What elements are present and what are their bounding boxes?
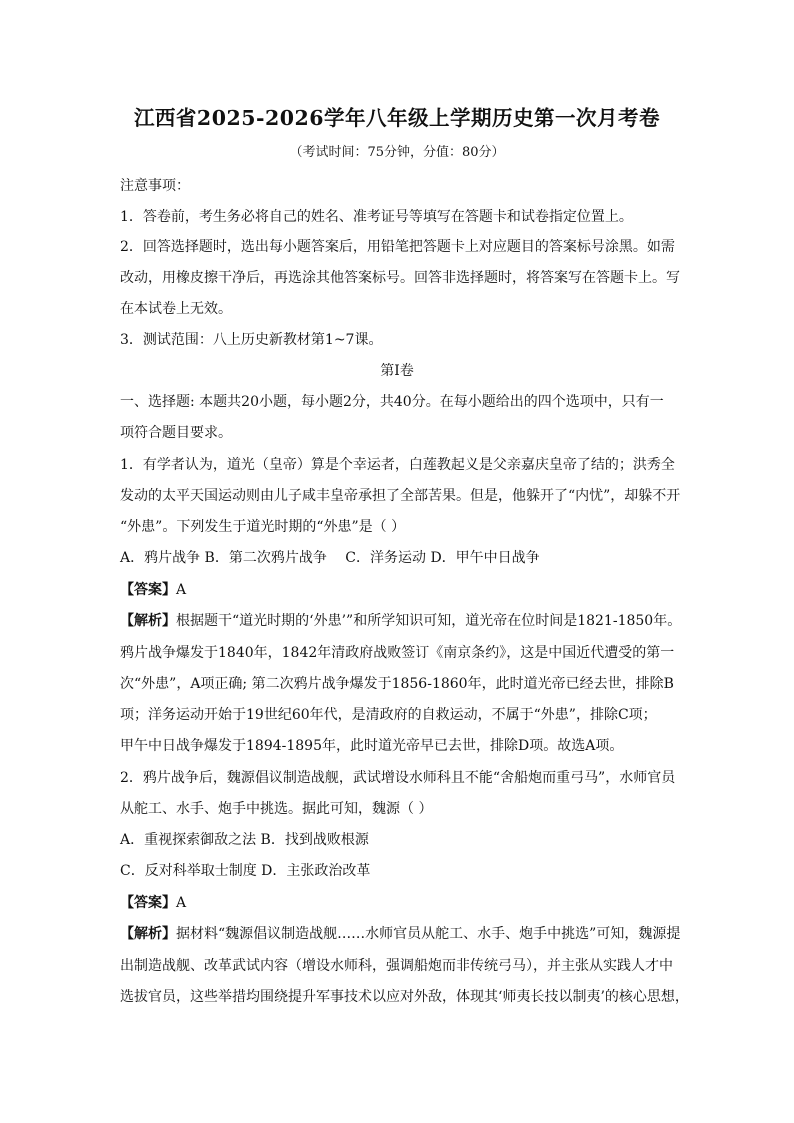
- question-1-line-2: 发动的太平天国运动则由儿子咸丰皇帝承担了全部苦果。但是，他躲开了“内忧”，却躲不开: [120, 488, 681, 504]
- notice-heading: 注意事项：: [120, 178, 190, 194]
- section-instructions-line-2: 项符合题目要求。: [120, 425, 232, 441]
- analysis-label: 【解析】: [120, 613, 176, 629]
- notice-item-2-line-2: 改动，用橡皮擦干净后，再选涂其他答案标号。回答非选择题时，将答案写在答题卡上。写: [120, 270, 680, 286]
- question-2-analysis-line-2: 出制造战舰、改革武试内容（增设水师科，强调船炮而非传统弓马），并主张从实践人才中: [120, 958, 673, 974]
- question-2-options-2: C．反对科举取士制度 D．主张政治改革: [120, 863, 371, 879]
- question-1-analysis-line-5: 甲午中日战争爆发于1894-1895年，此时道光帝早已去世，排除D项。故选A项。: [120, 738, 624, 754]
- question-2-line-2: 从舵工、水手、炮手中挑选。据此可知，魏源（ ）: [120, 801, 433, 817]
- section-instructions-line-1: 一、选择题: 本题共20小题，每小题2分，共40分。在每小题给出的四个选项中，只有一: [120, 394, 664, 410]
- analysis-label: 【解析】: [120, 926, 176, 942]
- question-1-options: A．鸦片战争 B．第二次鸦片战争 C．洋务运动 D．甲午中日战争: [120, 550, 540, 566]
- page-title: 江西省2025-2026学年八年级上学期历史第一次月考卷: [133, 106, 661, 130]
- analysis-text: 根据题干“道光时期的‘外患’”和所学知识可知，道光帝在位时间是1821-1850年。: [176, 613, 682, 629]
- notice-item-3: 3．测试范围：八上历史新教材第1~7课。: [120, 332, 383, 348]
- notice-item-1: 1．答卷前，考生务必将自己的姓名、准考证号等填写在答题卡和试卷指定位置上。: [120, 209, 633, 225]
- question-1-line-1: 1．有学者认为，道光（皇帝）算是个幸运者，白莲教起义是父亲嘉庆皇帝了结的；洪秀全: [120, 457, 675, 473]
- question-1-analysis-line-3: 次“外患”，A项正确; 第二次鸦片战争爆发于1856-1860年，此时道光帝已经去世，排除B: [120, 676, 674, 692]
- exam-info: （考试时间：75分钟，分值：80分）: [289, 145, 505, 160]
- question-1-analysis-line-4: 项；洋务运动开始于19世纪60年代，是清政府的自救运动，不属于“外患”，排除C项；: [120, 707, 657, 723]
- notice-item-2-line-3: 在本试卷上无效。: [120, 301, 232, 317]
- section-label: 第Ⅰ卷: [380, 363, 414, 379]
- question-2-options-1: A．重视探索御敌之法 B．找到战败根源: [120, 832, 369, 848]
- question-2-line-1: 2．鸦片战争后，魏源倡议制造战舰，武试增设水师科且不能“舍船炮而重弓马”，水师官员: [120, 770, 676, 786]
- question-2-analysis-line-3: 选拔官员，这些举措均围绕提升军事技术以应对外敌，体现其‘师夷长技以制夷’的核心思想，: [120, 989, 689, 1005]
- answer-label: 【答案】: [120, 895, 176, 911]
- question-1-line-3: “外患”。下列发生于道光时期的“外患”是（ ）: [120, 519, 406, 535]
- answer-value: A: [176, 895, 187, 911]
- notice-item-2-line-1: 2．回答选择题时，选出每小题答案后，用铅笔把答题卡上对应题目的答案标号涂黑。如需: [120, 239, 675, 255]
- question-2-analysis-line-1: [120, 924, 681, 944]
- answer-value: A: [176, 582, 187, 598]
- question-1-answer: [120, 580, 676, 600]
- question-1-analysis-line-1: [120, 611, 682, 631]
- question-2-answer: [120, 893, 676, 913]
- answer-label: 【答案】: [120, 582, 176, 598]
- analysis-text: 据材料“魏源倡议制造战舰……水师官员从舵工、水手、炮手中挑选”可知，魏源提: [176, 926, 681, 942]
- question-1-analysis-line-2: 鸦片战争爆发于1840年，1842年清政府战败签订《南京条约》，这是中国近代遭受的第一: [120, 645, 675, 661]
